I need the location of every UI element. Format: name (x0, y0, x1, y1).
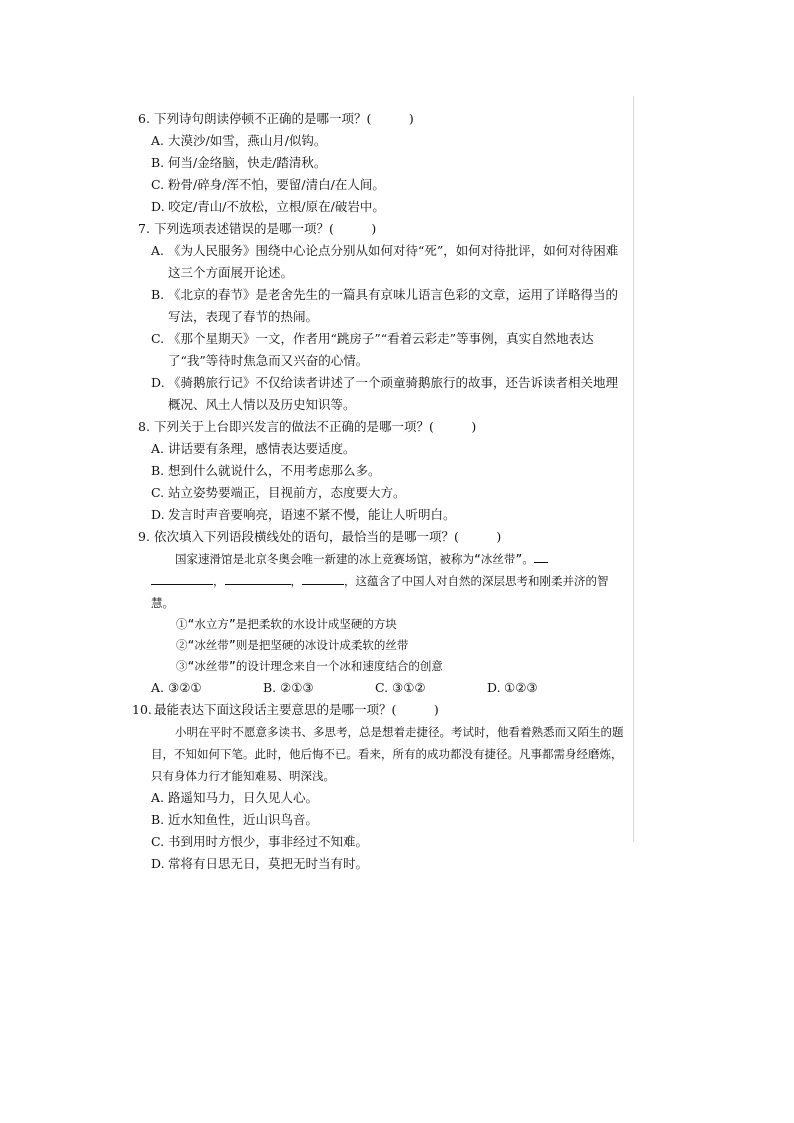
option-label: D. (151, 856, 165, 871)
option-label: A. (151, 441, 165, 456)
option-label: D. (151, 199, 165, 214)
question-text: 下列关于上台即兴发言的做法不正确的是哪一项？( ) (154, 419, 477, 434)
option-c (138, 174, 628, 196)
option-text: 站立姿势要端正，目视前方，态度要大方。 (168, 485, 406, 500)
option-b (263, 677, 375, 699)
option-b (138, 460, 628, 482)
option-label: B. (263, 680, 277, 695)
question-stem (132, 699, 628, 721)
option-label: C. (375, 680, 389, 695)
option-label: C. (151, 834, 165, 849)
question-stem (138, 108, 628, 130)
option-a (138, 787, 628, 809)
option-label: B. (151, 463, 165, 478)
scan-edge-line (633, 96, 634, 842)
question-text: 最能表达下面这段话主要意思的是哪一项？( ) (154, 702, 439, 717)
option-a (138, 438, 628, 460)
sentence-2: ②“冰丝带”则是把坚硬的冰设计成柔软的丝带 (176, 638, 409, 652)
option-text: 咬定/青山/不放松，立根/原在/破岩中。 (168, 199, 385, 214)
option-a (138, 240, 628, 284)
question-10 (132, 699, 628, 875)
option-text: ③①② (392, 680, 426, 695)
option-label: D. (487, 680, 501, 695)
option-label: C. (151, 177, 165, 192)
option-text: 《北京的春节》是老舍先生的一篇具有京味儿语言色彩的文章，运用了详略得当的写法，表现了春节的热闹。 (168, 287, 619, 324)
option-a (151, 677, 263, 699)
question-list (132, 108, 628, 875)
question-number: 6. (138, 111, 150, 126)
question-9 (138, 526, 628, 699)
option-text: 路遥知马力，日久见人心。 (168, 790, 319, 805)
option-text: 粉骨/碎身/浑不怕，要留/清白/在人间。 (168, 177, 385, 192)
question-stem (138, 416, 628, 438)
question-number: 8. (138, 419, 150, 434)
question-text: 依次填入下列语段横线处的语句，最恰当的是哪一项？( ) (154, 529, 502, 544)
option-d (138, 504, 628, 526)
fill-blank-1-cont[interactable] (151, 572, 213, 585)
option-text: 何当/金络脑，快走/踏清秋。 (168, 155, 327, 170)
question-7 (138, 218, 628, 416)
fill-blank-1[interactable] (534, 550, 548, 563)
fill-blank-2[interactable] (225, 572, 291, 585)
option-b (138, 809, 628, 831)
passage-text: 小明在平时不愿意多读书、多思考，总是想着走捷径。考试时，他看着熟悉而又陌生的题目，不知如何下笔。此时，他后悔不已。看来，所有的成功都没有捷径。凡事都需身经磨炼，只有身体力行才能知难易、明深浅。 (151, 725, 624, 783)
option-d (138, 196, 628, 218)
option-text: 近水知鱼性，近山识鸟音。 (168, 812, 319, 827)
option-label: D. (151, 375, 165, 390)
option-text: 《骑鹅旅行记》不仅给读者讲述了一个顽童骑鹅旅行的故事，还告诉读者相关地理概况、风土人情以及历史知识等。 (168, 375, 619, 412)
question-6 (138, 108, 628, 218)
sentence-1: ①“水立方”是把柔软的水设计成坚硬的方块 (176, 617, 397, 631)
option-text: 大漠沙/如雪，燕山月/似钩。 (168, 133, 327, 148)
option-text: 《那个星期天》一文，作者用“跳房子”“看着云彩走”等事例，真实自然地表达了“我”等待时焦急而又兴奋的心情。 (168, 331, 594, 368)
option-text: 书到用时方恨少，事非经过不知难。 (168, 834, 369, 849)
question-text: 下列选项表述错误的是哪一项？( ) (154, 221, 377, 236)
passage-end: ，这蕴含了中国人对自然的深层思考和刚柔并济的智慧。 (151, 574, 609, 610)
option-text: 常将有日思无日，莫把无时当有时。 (168, 856, 369, 871)
option-text: 发言时声音要响亮，语速不紧不慢，能让人听明白。 (168, 507, 456, 522)
option-c (138, 328, 628, 372)
reading-passage: 国家速滑馆是北京冬奥会唯一新建的冰上竞赛场馆，被称为“冰丝带”。 ， ， ，这蕴含了中国人对自然的深层思考和刚柔并济的智慧。 (151, 552, 609, 610)
reading-passage (138, 721, 628, 787)
option-label: A. (151, 790, 165, 805)
option-d (138, 853, 628, 875)
option-label: D. (151, 507, 165, 522)
option-b (138, 152, 628, 174)
option-label: C. (151, 485, 165, 500)
option-label: B. (151, 812, 165, 827)
answer-choices (138, 677, 628, 699)
sentence-3: ③“冰丝带”的设计理念来自一个冰和速度结合的创意 (176, 659, 443, 673)
option-c (138, 482, 628, 504)
option-d (138, 372, 628, 416)
option-text: ①②③ (504, 680, 538, 695)
option-text: 想到什么就说什么，不用考虑那么多。 (168, 463, 381, 478)
question-8 (138, 416, 628, 526)
option-label: A. (151, 133, 165, 148)
option-label: B. (151, 155, 165, 170)
question-number: 7. (138, 221, 150, 236)
option-text: ②①③ (280, 680, 314, 695)
option-text: 《为人民服务》围绕中心论点分别从如何对待“死”，如何对待批评，如何对待困难这三个方面展开论述。 (168, 243, 619, 280)
question-number: 9. (138, 529, 150, 544)
option-label: B. (151, 287, 165, 302)
question-stem (138, 218, 628, 240)
passage-start: 国家速滑馆是北京冬奥会唯一新建的冰上竞赛场馆，被称为“冰丝带”。 (175, 552, 534, 566)
option-a (138, 130, 628, 152)
option-b (138, 284, 628, 328)
option-label: A. (151, 680, 165, 695)
option-c (375, 677, 487, 699)
option-text: ③②① (168, 680, 202, 695)
option-c (138, 831, 628, 853)
question-number: 10. (132, 702, 152, 717)
option-text: 讲话要有条理，感情表达要适度。 (168, 441, 356, 456)
question-stem (138, 526, 628, 548)
option-label: C. (151, 331, 165, 346)
fill-blank-3[interactable] (302, 572, 344, 585)
option-d (487, 677, 599, 699)
option-label: A. (151, 243, 165, 258)
question-text: 下列诗句朗读停顿不正确的是哪一项？( ) (154, 111, 414, 126)
